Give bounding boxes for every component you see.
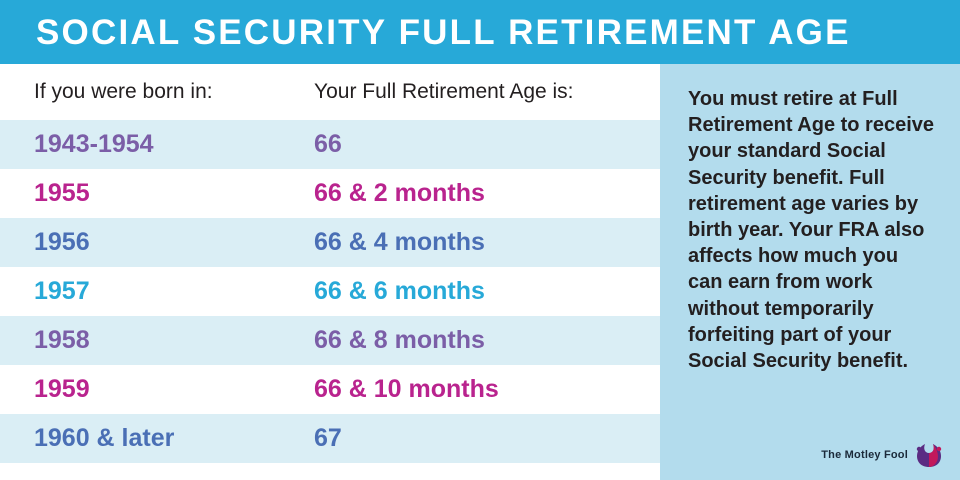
cell-fra: 66 & 2 months bbox=[314, 179, 485, 207]
brand-name: The Motley Fool bbox=[821, 449, 908, 461]
cell-birth-year: 1960 & later bbox=[34, 424, 175, 452]
cell-birth-year: 1955 bbox=[34, 179, 90, 207]
table-row bbox=[0, 365, 660, 414]
cell-birth-year: 1958 bbox=[34, 326, 90, 354]
jester-hat-icon bbox=[914, 440, 944, 470]
table-row bbox=[0, 169, 660, 218]
cell-fra: 66 & 8 months bbox=[314, 326, 485, 354]
table-header-row bbox=[0, 64, 660, 120]
explanation-text: You must retire at Full Retirement Age to receive your standard Social Security benefit. Full retirement age varies by birth year. Your FRA also affects how much you can earn from work without temporarily forfeiting part of your Social Security benefit. bbox=[688, 88, 935, 372]
table-row bbox=[0, 414, 660, 463]
table-row bbox=[0, 267, 660, 316]
brand-logo bbox=[821, 440, 944, 470]
page-title: SOCIAL SECURITY FULL RETIREMENT AGE bbox=[36, 12, 851, 52]
cell-fra: 67 bbox=[314, 424, 342, 452]
table-row bbox=[0, 316, 660, 365]
cell-fra: 66 bbox=[314, 130, 342, 158]
cell-fra: 66 & 10 months bbox=[314, 375, 499, 403]
cell-birth-year: 1956 bbox=[34, 228, 90, 256]
cell-birth-year: 1957 bbox=[34, 277, 90, 305]
explanation-panel bbox=[660, 64, 960, 480]
cell-fra: 66 & 6 months bbox=[314, 277, 485, 305]
fra-table bbox=[0, 64, 660, 480]
column-header-birth-year: If you were born in: bbox=[34, 80, 213, 103]
cell-fra: 66 & 4 months bbox=[314, 228, 485, 256]
table-row bbox=[0, 120, 660, 169]
title-bar bbox=[0, 0, 960, 64]
table-row bbox=[0, 218, 660, 267]
column-header-fra: Your Full Retirement Age is: bbox=[314, 80, 574, 103]
cell-birth-year: 1943-1954 bbox=[34, 130, 154, 158]
body-area bbox=[0, 64, 960, 480]
cell-birth-year: 1959 bbox=[34, 375, 90, 403]
